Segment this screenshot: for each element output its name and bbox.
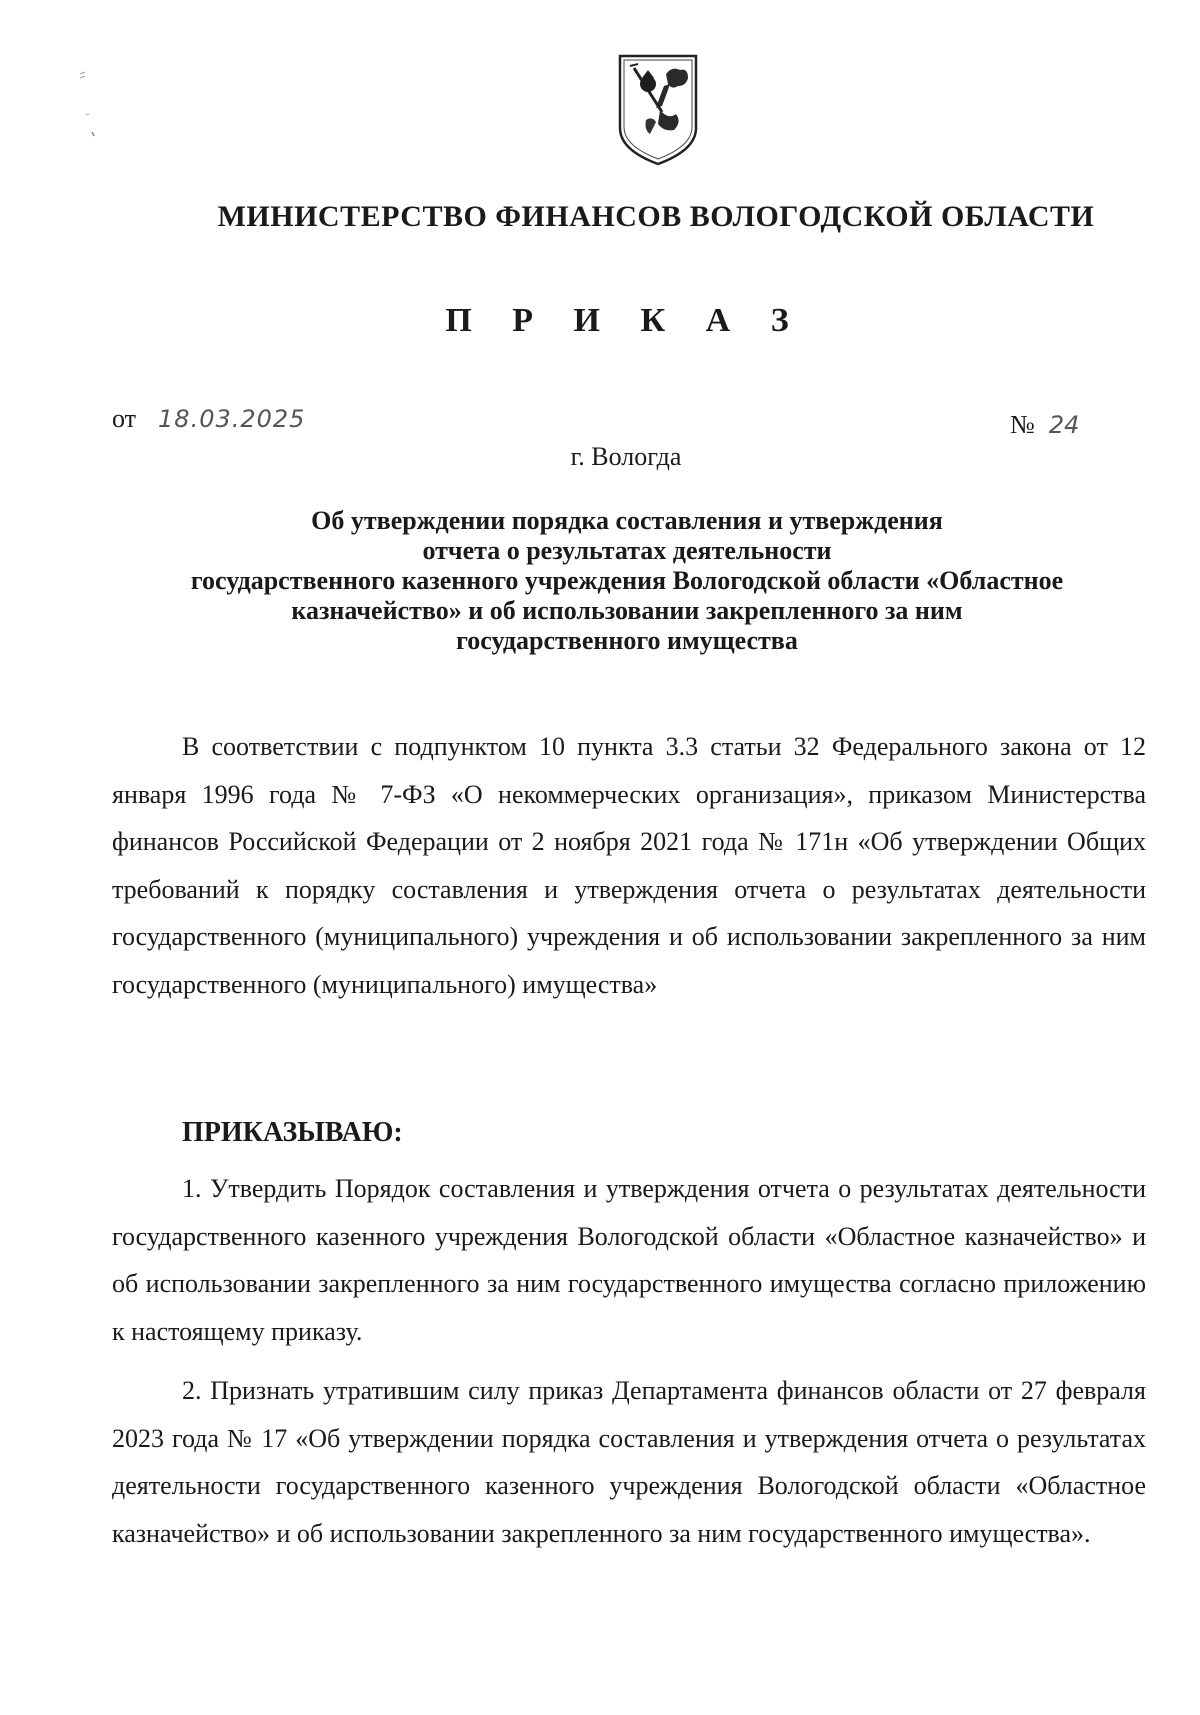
subject-line: государственного казенного учреждения Вологодской области «Областное — [190, 566, 1064, 595]
number-handwritten: 24 — [1048, 411, 1080, 439]
order-date — [112, 404, 305, 434]
vologda-coat-of-arms-icon — [616, 50, 700, 168]
document-type-title: П Р И К А З — [445, 302, 805, 339]
scan-artifact-marks — [78, 70, 102, 150]
subject-line: отчета о результатах деятельности — [422, 536, 832, 565]
order-subject — [112, 506, 1142, 656]
decree-item-1: 1. Утвердить Порядок составления и утверждения отчета о результатах деятельности государственного казенного учреждения Вологодской области «Областное казначейство» и об использовании закрепленного за ним государственного имущества согласно приложению к настоящему приказу. — [112, 1174, 1146, 1346]
subject-line: казначейство» и об использовании закрепленного за ним — [291, 596, 963, 625]
ministry-name: МИНИСТЕРСТВО ФИНАНСОВ ВОЛОГОДСКОЙ ОБЛАСТИ — [217, 200, 1095, 233]
subject-line: Об утверждении порядка составления и утверждения — [311, 506, 943, 535]
order-number — [1010, 410, 1079, 440]
date-handwritten: 18.03.2025 — [158, 405, 306, 433]
decree-item-2: 2. Признать утратившим силу приказ Департамента финансов области от 27 февраля 2023 года № 17 «Об утверждении порядка составления и утверждения отчета о результатах деятельности государственного казенного учреждения Вологодской области «Областное казначейство» и об использовании закрепленного за ним государственного имущества». — [112, 1376, 1146, 1548]
date-prefix: от — [112, 404, 137, 433]
number-prefix: № — [1010, 410, 1035, 439]
subject-line: государственного имущества — [456, 626, 798, 655]
decree-heading: ПРИКАЗЫВАЮ: — [182, 1117, 403, 1148]
issue-city: г. Вологда — [570, 442, 682, 471]
preamble-paragraph: В соответствии с подпунктом 10 пункта 3.3 статьи 32 Федерального закона от 12 января 1996 года № 7-ФЗ «О некоммерческих организация», приказом Министерства финансов Российской Федерации от 2 ноября 2021 года № 171н «Об утверждении Общих требований к порядку составления и утверждения отчета о результатах деятельности государственного (муниципального) учреждения и об использовании закрепленного за ним государственного (муниципального) имущества» — [112, 732, 1146, 999]
